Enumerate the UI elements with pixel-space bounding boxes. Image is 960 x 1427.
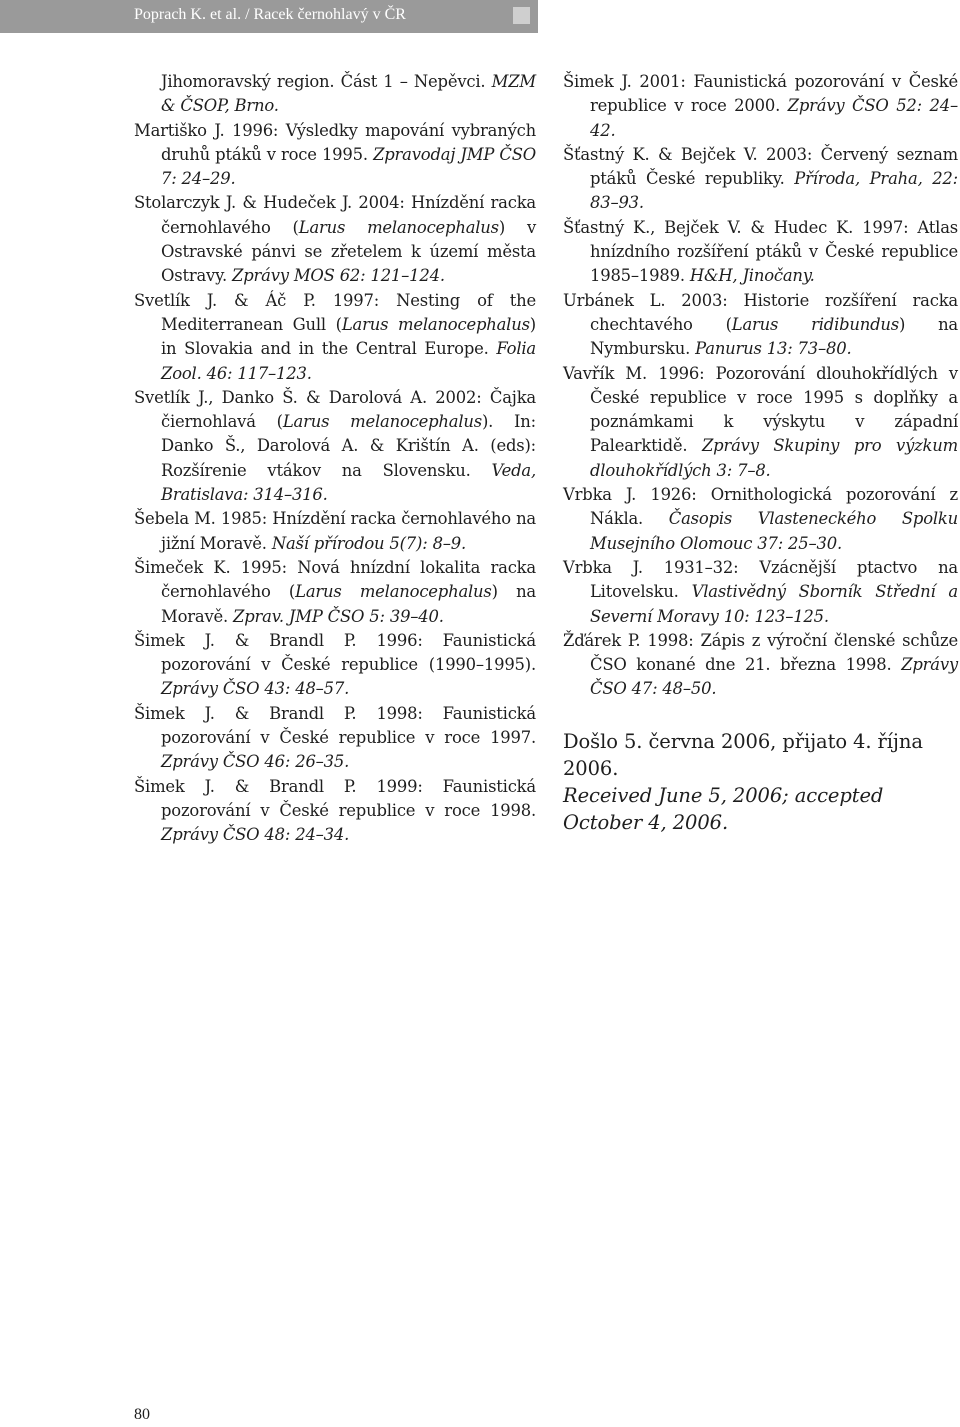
reference-entry: Svetlík J., Danko Š. & Darolová A. 2002: Čajka čiernohlavá (Larus melanocephalus). In: Danko Š., Darolová A. & Krištín A. (eds): Rozšírenie vtákov na Slovensku. Veda, Bratislava: 314–316. bbox=[134, 387, 536, 505]
reference-entry: Vrbka J. 1931–32: Vzácnější ptactvo na Litovelsku. Vlastivědný Sborník Střední a Severní Moravy 10: 123–125. bbox=[563, 557, 958, 626]
reference-entry: Šimek J. 2001: Faunistická pozorování v České republice v roce 2000. Zprávy ČSO 52: 24–42. bbox=[563, 72, 958, 140]
running-header-bar bbox=[0, 0, 538, 33]
reference-entry: Šimek J. & Brandl P. 1996: Faunistická pozorování v České republice (1990–1995). Zprávy ČSO 43: 48–57. bbox=[134, 630, 536, 699]
reference-entry: Svetlík J. & Áč P. 1997: Nesting of the Mediterranean Gull (Larus melanocephalus) in Slovakia and in the Central Europe. Folia Zool. 46: 117–123. bbox=[134, 290, 536, 383]
reference-entry: Šimek J. & Brandl P. 1998: Faunistická pozorování v České republice v roce 1997. Zprávy ČSO 46: 26–35. bbox=[134, 703, 536, 772]
reference-entry: Šebela M. 1985: Hnízdění racka černohlavého na jižní Moravě. Naší přírodou 5(7): 8–9. bbox=[134, 509, 536, 553]
reference-entry: Šimek J. & Brandl P. 1999: Faunistická pozorování v České republice v roce 1998. Zprávy ČSO 48: 24–34. bbox=[134, 776, 536, 845]
reference-entry: Vrbka J. 1926: Ornithologická pozorování z Nákla. Časopis Vlasteneckého Spolku Musejního Olomouc 37: 25–30. bbox=[563, 485, 958, 553]
reference-entry: Vavřík M. 1996: Pozorování dlouhokřídlých v České republice v roce 1995 s doplňky a poznámkami k výskytu v západní Palearktidě. Zprávy Skupiny pro výzkum dlouhokřídlých 3: 7–8. bbox=[563, 363, 958, 480]
page-number: 80 bbox=[134, 1406, 150, 1423]
header-square-icon bbox=[513, 7, 530, 24]
reference-entry: Urbánek L. 2003: Historie rozšíření racka chechtavého (Larus ridibundus) na Nymbursku. Panurus 13: 73–80. bbox=[563, 290, 958, 359]
reference-entry: Šťastný K. & Bejček V. 2003: Červený seznam ptáků České republiky. Příroda, Praha, 22: 83–93. bbox=[563, 144, 958, 213]
reference-entry: Žďárek P. 1998: Zápis z výroční členské schůze ČSO konané dne 21. března 1998. Zprávy ČSO 47: 48–50. bbox=[563, 630, 958, 699]
reference-entry: Šťastný K., Bejček V. & Hudec K. 1997: Atlas hnízdního rozšíření ptáků v České republice 1985–1989. H&H, Jinočany. bbox=[563, 217, 958, 286]
left-column bbox=[134, 70, 536, 848]
reference-entry: Šimeček K. 1995: Nová hnízdní lokalita racka černohlavého (Larus melanocephalus) na Moravě. Zprav. JMP ČSO 5: 39–40. bbox=[134, 557, 537, 626]
reference-entry: Martiško J. 1996: Výsledky mapování vybraných druhů ptáků v roce 1995. Zpravodaj JMP ČSO 7: 24–29. bbox=[134, 120, 536, 189]
running-title: Poprach K. et al. / Racek černohlavý v ČR bbox=[134, 6, 406, 23]
right-column bbox=[563, 70, 958, 836]
received-czech: Došlo 5. června 2006, přijato 4. října 2006. bbox=[563, 729, 923, 780]
reference-entry: Stolarczyk J. & Hudeček J. 2004: Hnízdění racka černohlavého (Larus melanocephalus) v Ostravské pánvi se zřetelem k území města Ostravy. Zprávy MOS 62: 121–124. bbox=[134, 193, 537, 286]
reference-entry: Jihomoravský region. Část 1 – Nepěvci. MZM & ČSOP, Brno. bbox=[161, 72, 536, 116]
received-english: Received June 5, 2006; accepted October 4, 2006. bbox=[563, 783, 884, 834]
received-dates bbox=[563, 728, 958, 836]
